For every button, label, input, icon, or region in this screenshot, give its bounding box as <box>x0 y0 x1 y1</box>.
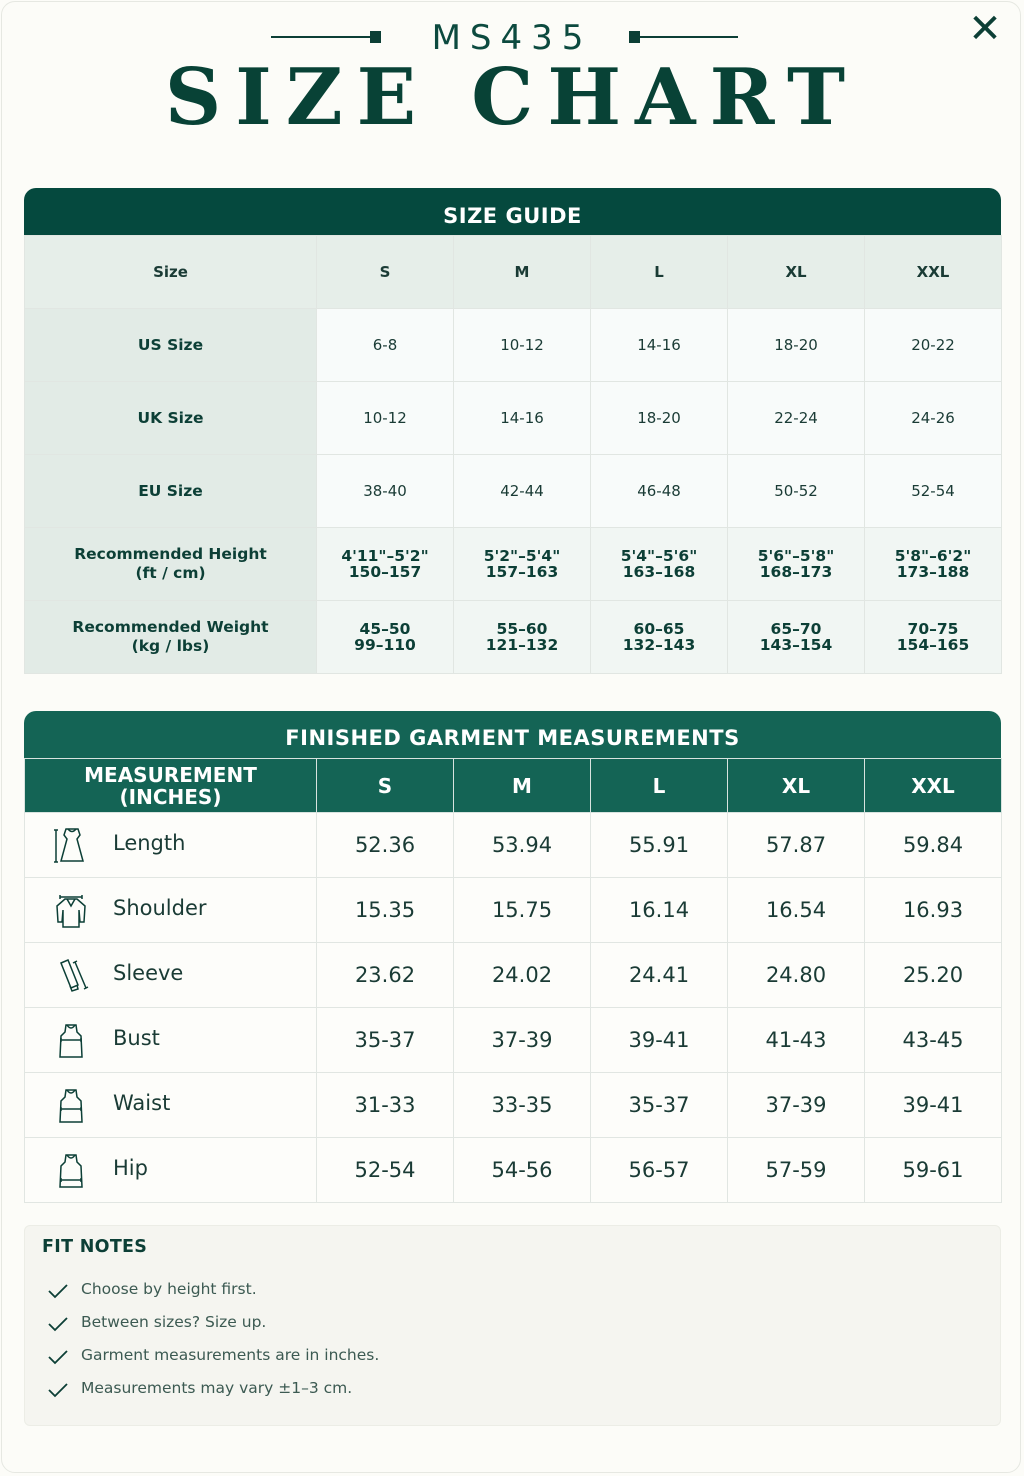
table-cell: 59-61 <box>865 1138 1002 1203</box>
table-cell: 57.87 <box>728 813 865 878</box>
measurement-label-shoulder <box>25 878 317 943</box>
size-guide-header-row <box>25 236 1002 309</box>
weight-lbs: 143–154 <box>759 636 833 654</box>
table-row <box>25 1008 1002 1073</box>
row-label-uk-size: UK Size <box>25 382 317 455</box>
size-guide-banner: SIZE GUIDE <box>24 188 1001 236</box>
table-cell <box>865 528 1002 601</box>
table-cell: 33-35 <box>454 1073 591 1138</box>
close-icon[interactable]: ✕ <box>968 6 1002 52</box>
dress-length-icon <box>53 827 89 865</box>
garment-header-l: L <box>591 759 728 813</box>
measurement-column-header <box>25 759 317 813</box>
table-cell: 14-16 <box>454 382 591 455</box>
measurement-name: Shoulder <box>113 896 207 920</box>
size-header-xl: XL <box>728 236 865 309</box>
table-cell: 6-8 <box>317 309 454 382</box>
measurement-header-unit: (INCHES) <box>119 784 222 809</box>
height-cm: 163–168 <box>622 563 696 581</box>
table-cell: 53.94 <box>454 813 591 878</box>
measurement-name: Length <box>113 831 186 855</box>
height-ft: 5'6"–5'8" <box>757 547 835 565</box>
table-cell: 39-41 <box>591 1008 728 1073</box>
row-label-us-size: US Size <box>25 309 317 382</box>
table-cell <box>591 601 728 674</box>
table-cell: 42-44 <box>454 455 591 528</box>
table-cell <box>454 601 591 674</box>
checkmark-icon <box>47 1381 69 1399</box>
height-ft: 5'2"–5'4" <box>483 547 561 565</box>
weight-lbs: 99–110 <box>354 636 416 654</box>
table-cell: 37-39 <box>454 1008 591 1073</box>
size-header-m: M <box>454 236 591 309</box>
table-cell <box>865 601 1002 674</box>
table-cell <box>317 528 454 601</box>
table-cell: 41-43 <box>728 1008 865 1073</box>
table-cell: 35-37 <box>317 1008 454 1073</box>
table-cell: 39-41 <box>865 1073 1002 1138</box>
garment-measurements-banner: FINISHED GARMENT MEASUREMENTS <box>24 711 1001 759</box>
weight-lbs: 132–143 <box>622 636 696 654</box>
weight-lbs: 154–165 <box>896 636 970 654</box>
table-cell: 52-54 <box>865 455 1002 528</box>
table-cell: 35-37 <box>591 1073 728 1138</box>
table-cell: 37-39 <box>728 1073 865 1138</box>
weight-lbs: 121–132 <box>485 636 559 654</box>
table-cell: 24.80 <box>728 943 865 1008</box>
table-cell: 55.91 <box>591 813 728 878</box>
garment-header-xl: XL <box>728 759 865 813</box>
table-cell: 18-20 <box>591 382 728 455</box>
table-cell <box>728 601 865 674</box>
table-cell: 15.35 <box>317 878 454 943</box>
table-cell: 24-26 <box>865 382 1002 455</box>
fit-note-text: Choose by height first. <box>81 1280 257 1298</box>
table-cell: 50-52 <box>728 455 865 528</box>
table-cell: 59.84 <box>865 813 1002 878</box>
measurement-label-waist <box>25 1073 317 1138</box>
hip-icon <box>53 1152 89 1190</box>
waist-icon <box>53 1087 89 1125</box>
checkmark-icon <box>47 1315 69 1333</box>
table-row <box>25 382 1002 455</box>
table-row <box>25 943 1002 1008</box>
measurement-label-bust <box>25 1008 317 1073</box>
table-cell: 54-56 <box>454 1138 591 1203</box>
height-cm: 173–188 <box>896 563 970 581</box>
row-label-recommended-height <box>25 528 317 601</box>
bust-icon <box>53 1022 89 1060</box>
table-cell: 52.36 <box>317 813 454 878</box>
table-cell: 20-22 <box>865 309 1002 382</box>
size-header-l: L <box>591 236 728 309</box>
row-label-text: Recommended Height <box>74 545 267 563</box>
checkmark-icon <box>47 1282 69 1300</box>
table-cell: 10-12 <box>317 382 454 455</box>
table-cell: 38-40 <box>317 455 454 528</box>
table-cell: 24.02 <box>454 943 591 1008</box>
table-cell <box>454 528 591 601</box>
table-cell: 31-33 <box>317 1073 454 1138</box>
table-cell: 23.62 <box>317 943 454 1008</box>
model-code: MS435 <box>431 18 593 58</box>
size-header-s: S <box>317 236 454 309</box>
fit-note-text: Measurements may vary ±1–3 cm. <box>81 1379 353 1397</box>
table-cell: 16.54 <box>728 878 865 943</box>
table-cell: 15.75 <box>454 878 591 943</box>
measurement-name: Waist <box>113 1091 171 1115</box>
size-guide-table <box>24 235 1002 674</box>
garment-header-xxl: XXL <box>865 759 1002 813</box>
fit-note-text: Garment measurements are in inches. <box>81 1346 380 1364</box>
height-cm: 157–163 <box>485 563 559 581</box>
weight-kg: 65–70 <box>770 620 822 638</box>
size-column-header: Size <box>25 236 317 309</box>
weight-kg: 60–65 <box>633 620 685 638</box>
table-cell: 56-57 <box>591 1138 728 1203</box>
table-cell: 43-45 <box>865 1008 1002 1073</box>
weight-kg: 55–60 <box>496 620 548 638</box>
table-row <box>25 309 1002 382</box>
row-label-recommended-weight <box>25 601 317 674</box>
sleeve-icon <box>53 957 89 995</box>
size-header-xxl: XXL <box>865 236 1002 309</box>
weight-kg: 70–75 <box>907 620 959 638</box>
height-cm: 150–157 <box>348 563 422 581</box>
table-cell: 18-20 <box>728 309 865 382</box>
table-row <box>25 601 1002 674</box>
shoulder-icon <box>53 892 89 930</box>
row-label-text: Recommended Weight <box>72 618 269 636</box>
table-cell: 16.14 <box>591 878 728 943</box>
table-cell: 16.93 <box>865 878 1002 943</box>
measurement-label-sleeve <box>25 943 317 1008</box>
table-cell: 14-16 <box>591 309 728 382</box>
weight-kg: 45–50 <box>359 620 411 638</box>
measurement-name: Hip <box>113 1156 148 1180</box>
table-row <box>25 1138 1002 1203</box>
height-ft: 5'8"–6'2" <box>894 547 972 565</box>
row-label-eu-size: EU Size <box>25 455 317 528</box>
table-row <box>25 813 1002 878</box>
garment-header-row <box>25 759 1002 813</box>
table-row <box>25 528 1002 601</box>
table-cell: 57-59 <box>728 1138 865 1203</box>
table-cell <box>728 528 865 601</box>
height-ft: 5'4"–5'6" <box>620 547 698 565</box>
garment-header-m: M <box>454 759 591 813</box>
measurement-name: Bust <box>113 1026 160 1050</box>
table-cell <box>591 528 728 601</box>
table-row <box>25 455 1002 528</box>
table-cell: 52-54 <box>317 1138 454 1203</box>
page-title: SIZE CHART <box>164 52 860 143</box>
garment-measurements-table <box>24 758 1002 1203</box>
measurement-name: Sleeve <box>113 961 184 985</box>
fit-note-text: Between sizes? Size up. <box>81 1313 267 1331</box>
table-row <box>25 1073 1002 1138</box>
measurement-label-length <box>25 813 317 878</box>
row-label-unit: (ft / cm) <box>135 564 206 582</box>
table-cell: 22-24 <box>728 382 865 455</box>
table-cell <box>317 601 454 674</box>
measurement-header-label: MEASUREMENT <box>84 762 257 787</box>
table-cell: 24.41 <box>591 943 728 1008</box>
row-label-unit: (kg / lbs) <box>131 637 210 655</box>
table-row <box>25 878 1002 943</box>
height-cm: 168–173 <box>759 563 833 581</box>
garment-header-s: S <box>317 759 454 813</box>
table-cell: 46-48 <box>591 455 728 528</box>
measurement-label-hip <box>25 1138 317 1203</box>
height-ft: 4'11"–5'2" <box>341 547 429 565</box>
fit-notes-box <box>24 1225 1001 1426</box>
table-cell: 10-12 <box>454 309 591 382</box>
table-cell: 25.20 <box>865 943 1002 1008</box>
checkmark-icon <box>47 1348 69 1366</box>
fit-notes-title: FIT NOTES <box>42 1237 148 1257</box>
